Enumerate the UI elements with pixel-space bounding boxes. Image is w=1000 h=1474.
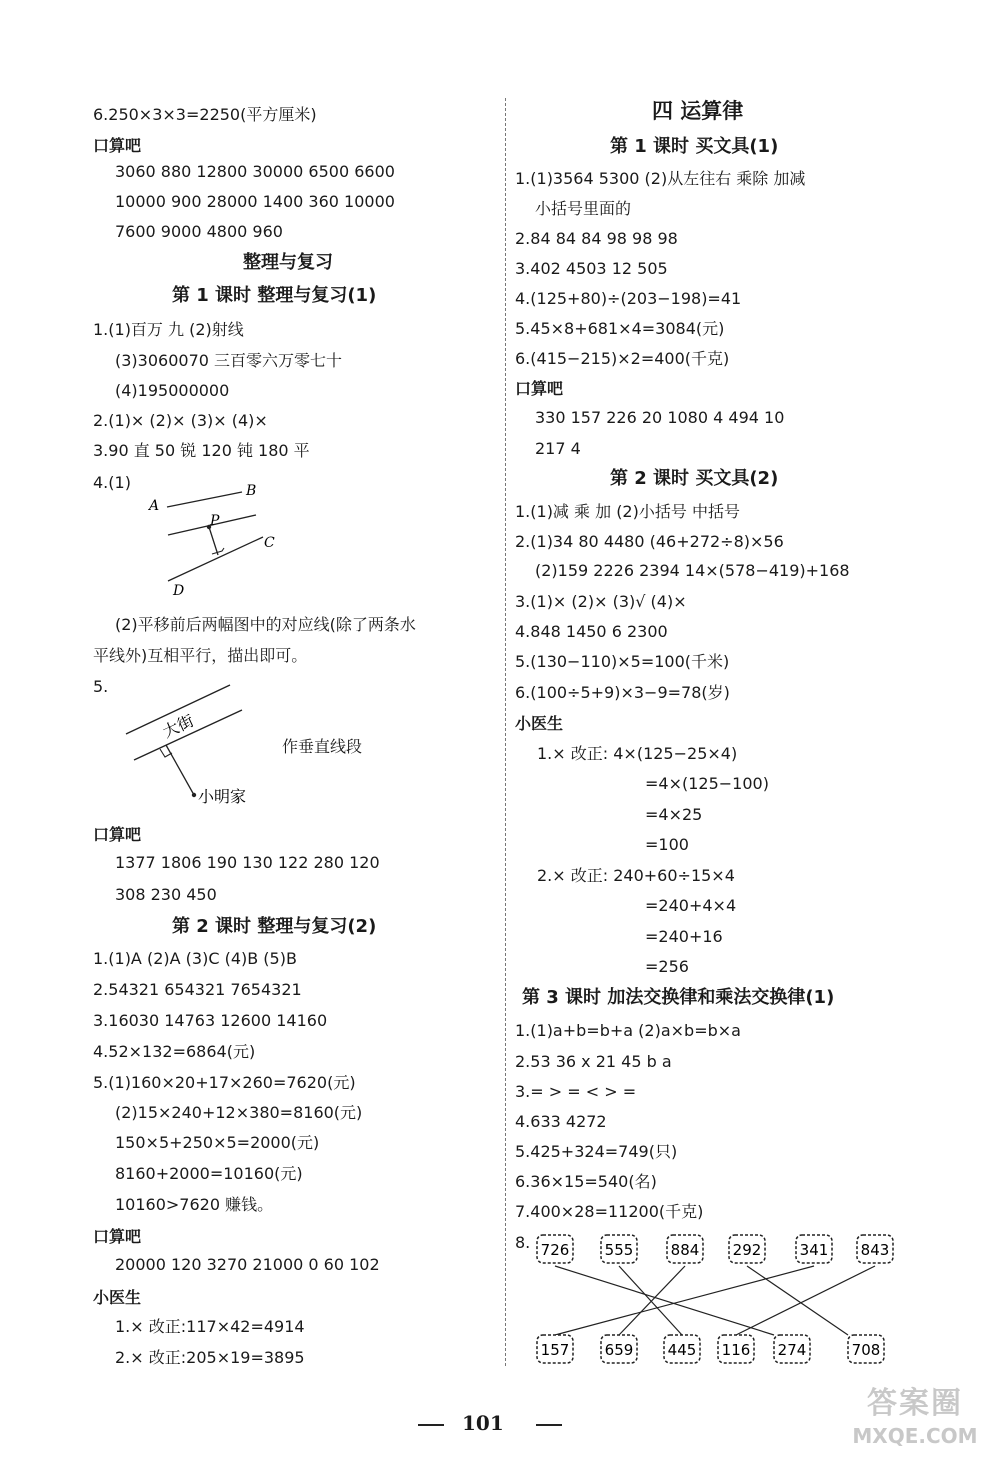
left-line: 10160>7620 赚钱。: [115, 1195, 274, 1214]
right-line: 4.633 4272: [515, 1112, 607, 1131]
right-line: 小括号里面的: [535, 199, 632, 218]
left-line: 作垂直线段: [282, 737, 363, 756]
page-number: 101: [462, 1411, 504, 1435]
point-b-label: B: [246, 483, 257, 499]
left-line: (2)15×240+12×380=8160(元): [115, 1103, 363, 1122]
page-number-dash-right: [536, 1424, 562, 1426]
watermark: [840, 1384, 990, 1448]
left-line: 150×5+250×5=2000(元): [115, 1133, 320, 1152]
left-line: 2.× 改正:205×19=3895: [115, 1348, 305, 1367]
right-line: 1.× 改正: 4×(125−25×4): [537, 744, 738, 763]
lesson-heading: 第 1 课时 整理与复习(1): [172, 285, 377, 306]
left-line: 1.(1)A (2)A (3)C (4)B (5)B: [93, 949, 297, 968]
lesson-heading: 第 2 课时 买文具(2): [610, 468, 779, 489]
watermark-logo: 答案圈: [867, 1386, 963, 1421]
left-line: 7600 9000 4800 960: [115, 222, 283, 241]
left-line: 5.: [93, 677, 109, 696]
right-line: 1.(1)a+b=b+a (2)a×b=b×a: [515, 1021, 741, 1040]
point-a-label: A: [149, 498, 160, 514]
left-line: (2)平移前后两幅图中的对应线(除了两条水: [115, 615, 416, 634]
match-badge-bottom: 708: [851, 1341, 881, 1359]
right-line: (2)159 2226 2394 14×(578−419)+168: [535, 561, 850, 580]
chapter-heading: 四 运算律: [652, 99, 744, 123]
match-badge-top: 341: [799, 1241, 829, 1259]
match-badge-bottom: 445: [667, 1341, 697, 1359]
match-badge-bottom: 157: [540, 1341, 570, 1359]
left-line: 1.× 改正:117×42=4914: [115, 1317, 305, 1336]
match-badge-top: 884: [670, 1241, 700, 1259]
column-divider: [505, 98, 506, 1366]
right-line: =256: [645, 957, 689, 976]
right-line: 8.: [515, 1233, 531, 1252]
right-line: 4.(125+80)÷(203−198)=41: [515, 289, 742, 308]
match-badge-bottom: 274: [777, 1341, 807, 1359]
right-line: 217 4: [535, 439, 581, 458]
right-line: 3.(1)× (2)× (3)√ (4)×: [515, 592, 687, 611]
right-line: 1.(1)减 乘 加 (2)小括号 中括号: [515, 502, 740, 521]
lesson-heading: 第 2 课时 整理与复习(2): [172, 916, 377, 937]
section-label: 小医生: [93, 1288, 142, 1307]
left-line: 308 230 450: [115, 885, 217, 904]
parallel-lines-figure: [140, 475, 300, 600]
left-line: (3)3060070 三百零六万零七十: [115, 351, 343, 370]
right-line: 3.402 4503 12 505: [515, 259, 668, 278]
right-line: 2.× 改正: 240+60÷15×4: [537, 866, 735, 885]
right-line: 5.45×8+681×4=3084(元): [515, 319, 725, 338]
left-line: 2.54321 654321 7654321: [93, 980, 302, 999]
right-line: 330 157 226 20 1080 4 494 10: [535, 408, 785, 427]
left-line: 3060 880 12800 30000 6500 6600: [115, 162, 395, 181]
left-line: 3.16030 14763 12600 14160: [93, 1011, 328, 1030]
section-label: 口算吧: [93, 1227, 142, 1246]
left-line: (4)195000000: [115, 381, 230, 400]
right-line: 2.84 84 84 98 98 98: [515, 229, 678, 248]
match-badge-bottom: 116: [721, 1341, 751, 1359]
point-p-label: P: [210, 513, 220, 529]
left-line: 10000 900 28000 1400 360 10000: [115, 192, 395, 211]
watermark-url: MXQE.COM: [852, 1424, 978, 1448]
section-heading: 整理与复习: [243, 252, 333, 273]
match-badge-top: 555: [604, 1241, 634, 1259]
right-line: 1.(1)3564 5300 (2)从左往右 乘除 加减: [515, 169, 806, 188]
point-d-label: D: [173, 583, 185, 599]
section-label: 口算吧: [515, 379, 564, 398]
right-line: 6.36×15=540(名): [515, 1172, 657, 1191]
right-line: 5.(130−110)×5=100(千米): [515, 652, 730, 671]
section-label: 口算吧: [93, 136, 142, 155]
bottom-badges: [537, 1335, 884, 1363]
left-line: 1.(1)百万 九 (2)射线: [93, 320, 244, 339]
left-line: 2.(1)× (2)× (3)× (4)×: [93, 411, 268, 430]
left-line: 20000 120 3270 21000 0 60 102: [115, 1255, 380, 1274]
page-number-dash-left: [418, 1424, 444, 1426]
street-figure: [120, 680, 270, 810]
right-line: 5.425+324=749(只): [515, 1142, 678, 1161]
left-line: 5.(1)160×20+17×260=7620(元): [93, 1073, 356, 1092]
right-line: 7.400×28=11200(千克): [515, 1202, 704, 1221]
left-line: 6.250×3×3=2250(平方厘米): [93, 105, 317, 124]
section-label: 口算吧: [93, 825, 142, 844]
left-line: 1377 1806 190 130 122 280 120: [115, 853, 380, 872]
right-line: =4×(125−100): [645, 774, 769, 793]
top-badges: [537, 1235, 893, 1263]
right-line: =4×25: [645, 805, 703, 824]
right-line: =100: [645, 835, 689, 854]
right-line: 4.848 1450 6 2300: [515, 622, 668, 641]
section-label: 小医生: [515, 714, 564, 733]
right-line: =240+16: [645, 927, 723, 946]
match-badge-top: 843: [860, 1241, 890, 1259]
lesson-heading: 第 1 课时 买文具(1): [610, 136, 779, 157]
right-line: =240+4×4: [645, 896, 737, 915]
left-line: 3.90 直 50 锐 120 钝 180 平: [93, 441, 310, 460]
home-label: 小明家: [198, 787, 247, 806]
right-line: 6.(100÷5+9)×3−9=78(岁): [515, 683, 730, 702]
right-line: 6.(415−215)×2=400(千克): [515, 349, 730, 368]
match-badge-top: 726: [540, 1241, 570, 1259]
right-line: 2.53 36 x 21 45 b a: [515, 1052, 672, 1071]
match-badge-top: 292: [732, 1241, 762, 1259]
left-line: 4.52×132=6864(元): [93, 1042, 256, 1061]
left-line: 4.(1): [93, 473, 131, 492]
right-line: 3.= > = < > =: [515, 1082, 637, 1101]
matching-figure: [535, 1230, 895, 1365]
lesson-heading: 第 3 课时 加法交换律和乘法交换律(1): [522, 987, 835, 1008]
match-badge-bottom: 659: [604, 1341, 634, 1359]
left-line: 平线外)互相平行，描出即可。: [93, 646, 308, 665]
right-line: 2.(1)34 80 4480 (46+272÷8)×56: [515, 532, 784, 551]
point-c-label: C: [264, 535, 275, 551]
left-line: 8160+2000=10160(元): [115, 1164, 303, 1183]
street-label: 大街: [159, 710, 197, 742]
